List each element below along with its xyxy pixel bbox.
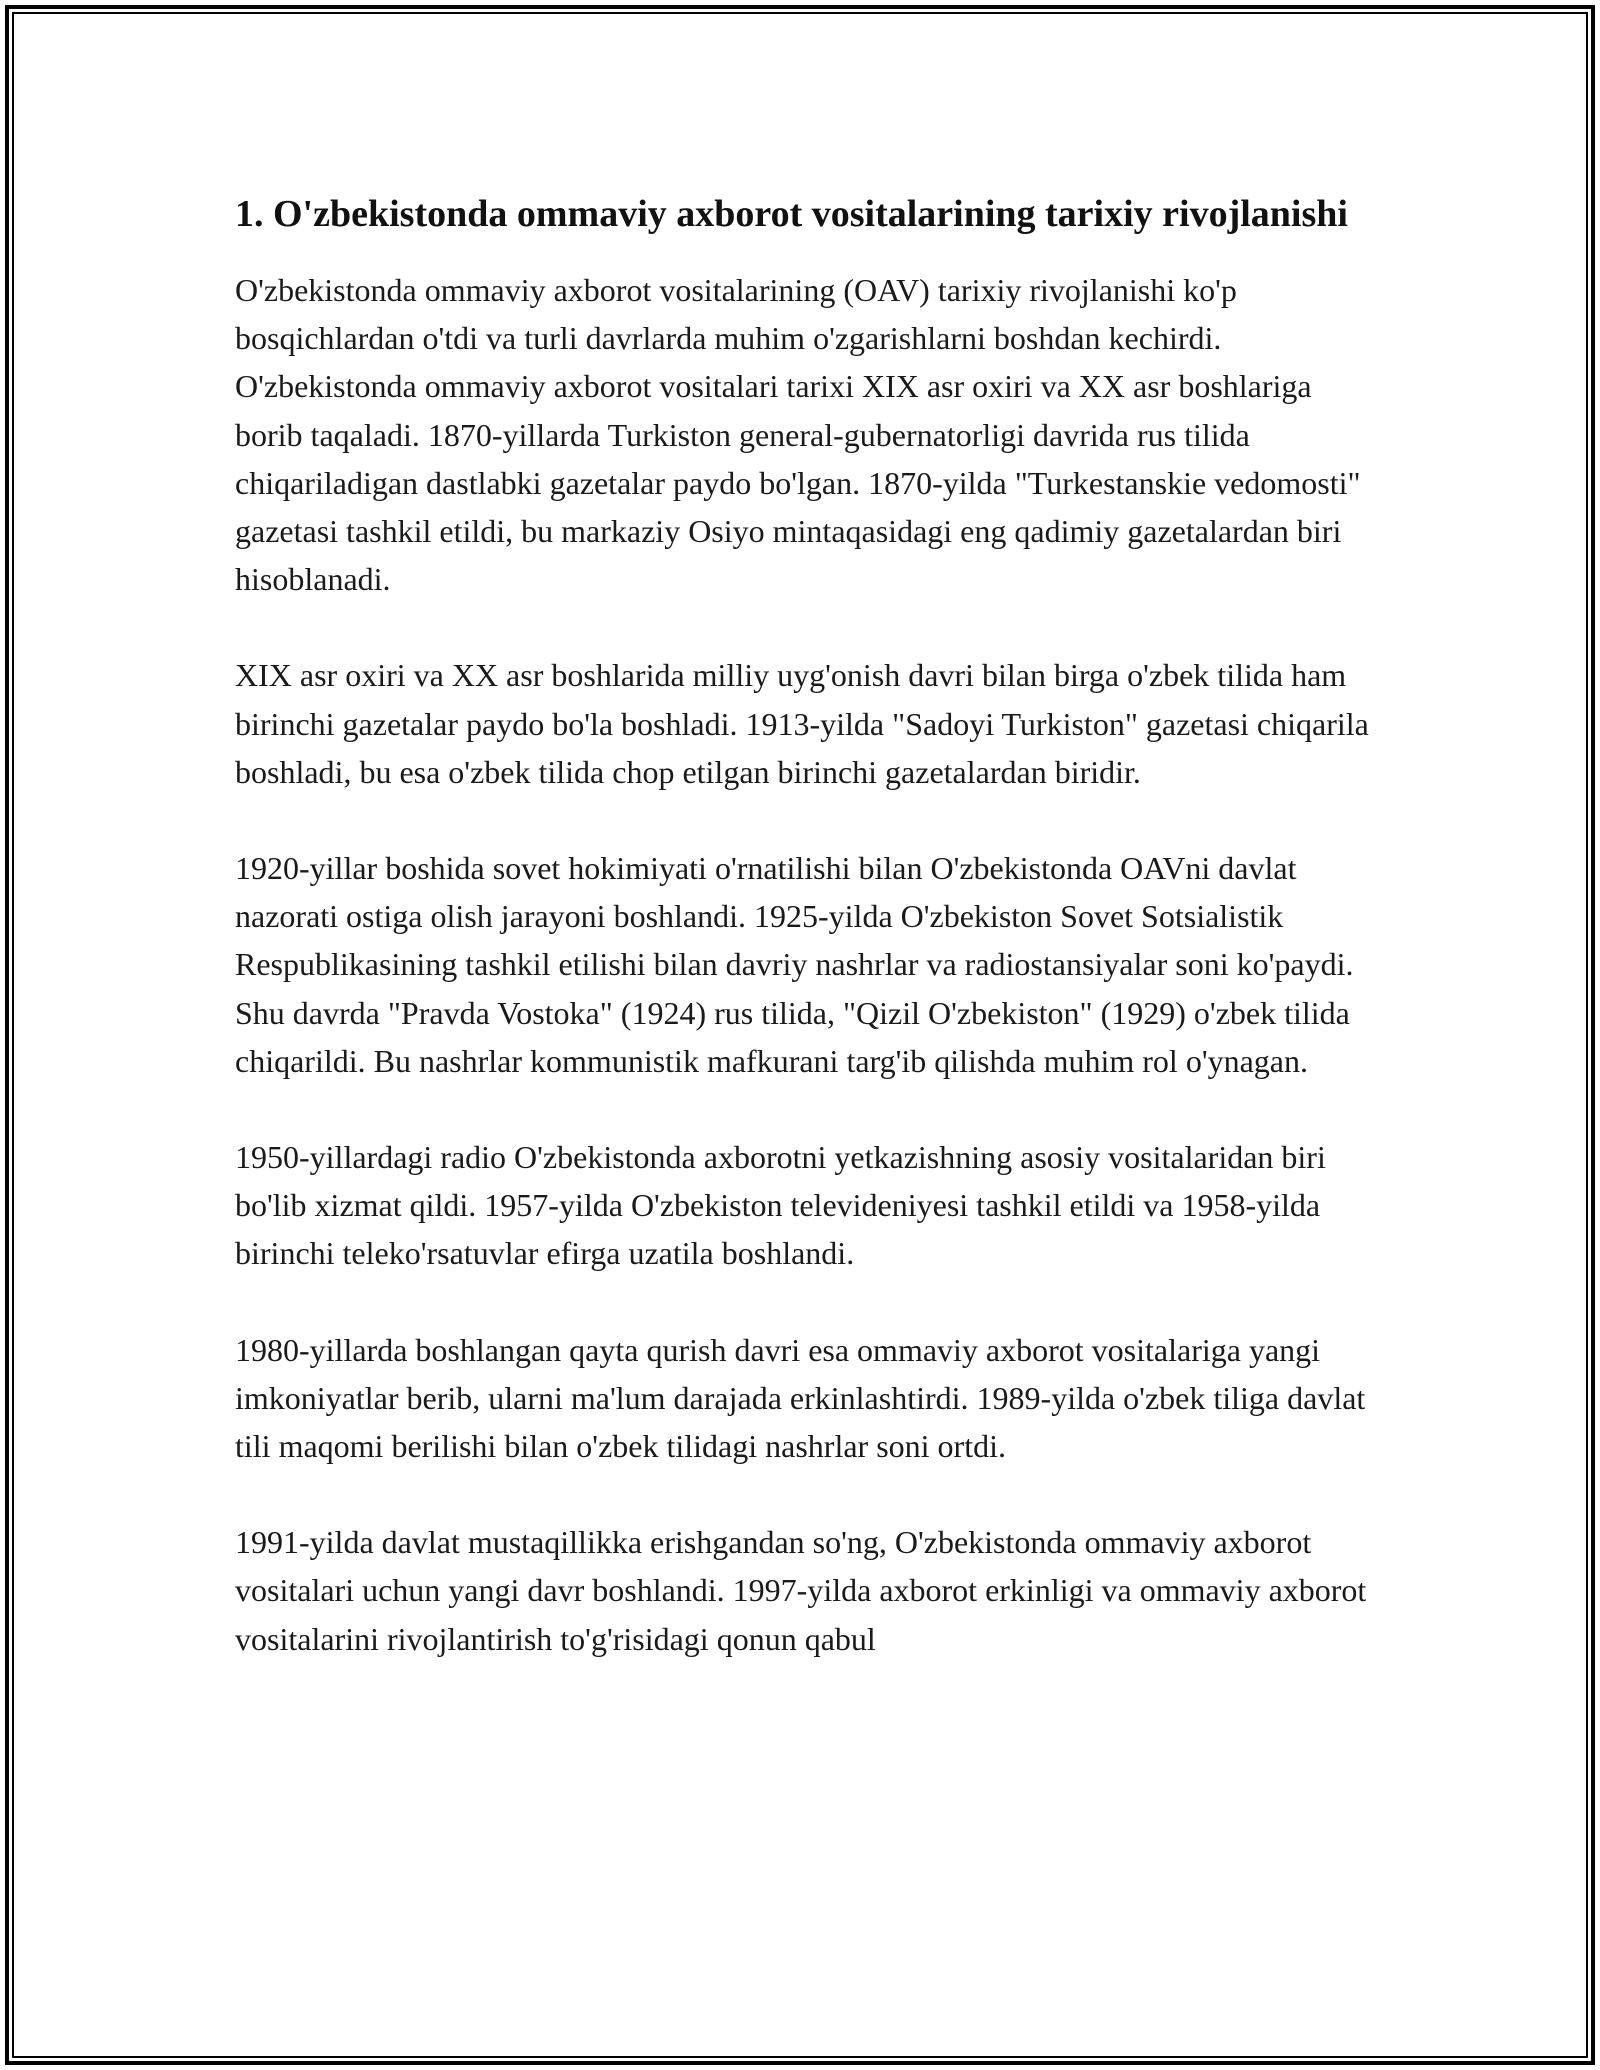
paragraph-5: 1980-yillarda boshlangan qayta qurish davri esa ommaviy axborot vositalariga yangi imkoniyatlar berib, ularni ma'lum darajada erkinlashtirdi. 1989-yilda o'zbek tiliga davlat tili maqomi berilishi bilan o'zbek tilidagi nashrlar soni ortdi. [235, 1331, 1366, 1465]
document-body [235, 186, 1385, 1711]
paragraph-4: 1950-yillardagi radio O'zbekistonda axborotni yetkazishning asosiy vositalaridan biri bo'lib xizmat qildi. 1957-yilda O'zbekiston televideniyesi tashkil etildi va 1958-yilda birinchi teleko'rsatuvlar efirga uzatila boshlandi. [235, 1139, 1326, 1272]
paragraph-1: O'zbekistonda ommaviy axborot vositalarining (OAV) tarixiy rivojlanishi ko'p bosqichlardan o'tdi va turli davrlarda muhim o'zgarishlarni boshdan kechirdi. O'zbekistonda ommaviy axborot vositalari tarixi XIX asr oxiri va XX asr boshlariga borib taqaladi. 1870-yillarda Turkiston general-gubernatorligi davrida rus tilida chiqariladigan dastlabki gazetalar paydo bo'lgan. 1870-yilda "Turkestanskie vedomosti" gazetasi tashkil etildi, bu markaziy Osiyo mintaqasidagi eng qadimiy gazetalardan biri hisoblanadi. [235, 272, 1361, 598]
paragraph-3: 1920-yillar boshida sovet hokimiyati o'rnatilishi bilan O'zbekistonda OAVni davlat nazorati ostiga olish jarayoni boshlandi. 1925-yilda O'zbekiston Sovet Sotsialistik Respublikasining tashkil etilishi bilan davriy nashrlar va radiostansiyalar soni ko'paydi. Shu davrda "Pravda Vostoka" (1924) rus tilida, "Qizil O'zbekiston" (1929) o'zbek tilida chiqarildi. Bu nashrlar kommunistik mafkurani targ'ib qilishda muhim rol o'ynagan. [235, 850, 1354, 1079]
paragraph-6: 1991-yilda davlat mustaqillikka erishgandan so'ng, O'zbekistonda ommaviy axborot vositalari uchun yangi davr boshlandi. 1997-yilda axborot erkinligi va ommaviy axborot vositalarini rivojlantirish to'g'risidagi qonun qabul [235, 1524, 1367, 1657]
paragraph-2: XIX asr oxiri va XX asr boshlarida milliy uyg'onish davri bilan birga o'zbek tilida ham birinchi gazetalar paydo bo'la boshladi. 1913-yilda "Sadoyi Turkiston" gazetasi chiqarila boshladi, bu esa o'zbek tilida chop etilgan birinchi gazetalardan biridir. [235, 657, 1369, 790]
section-heading: 1. O'zbekistonda ommaviy axborot vositalarining tarixiy rivojlanishi [235, 193, 1348, 235]
